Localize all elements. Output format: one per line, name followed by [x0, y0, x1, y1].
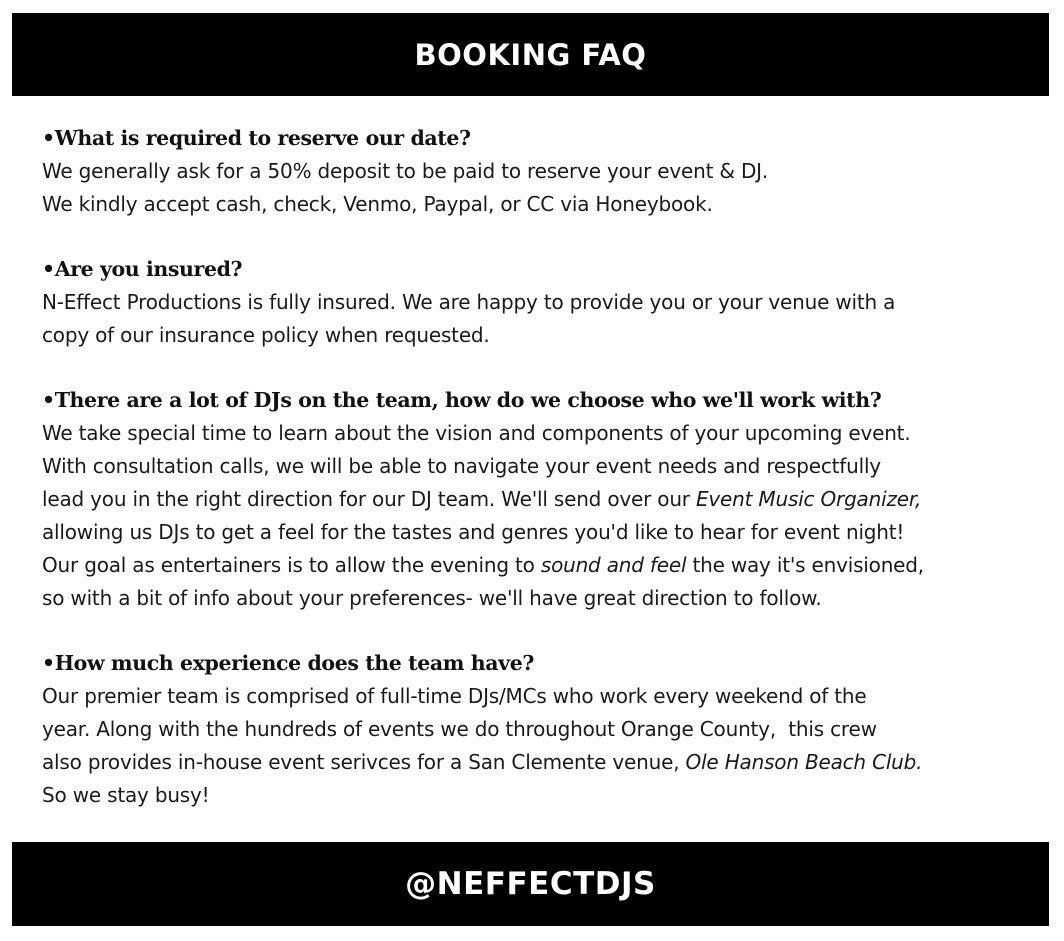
page-title: BOOKING FAQ	[414, 37, 647, 72]
social-handle: @NEFFECTDJS	[405, 866, 656, 902]
answer-line	[42, 779, 1032, 812]
faq-item-experience	[42, 647, 1032, 812]
answer-text: Our premier team is comprised of full-time DJs/MCs who work every weekend of the	[42, 684, 867, 708]
faq-answer	[42, 286, 1032, 352]
answer-line	[42, 450, 1032, 483]
answer-text: With consultation calls, we will be able to navigate your event needs and respectfully	[42, 454, 881, 478]
venue-name-emphasis: Ole Hanson Beach Club.	[685, 750, 923, 774]
answer-line	[42, 155, 1032, 188]
faq-item-insured	[42, 253, 1032, 352]
answer-line	[42, 286, 1032, 319]
answer-line	[42, 713, 1032, 746]
answer-text: so with a bit of info about your preferences- we'll have great direction to follow.	[42, 586, 822, 610]
answer-text: Our goal as entertainers is to allow the evening to	[42, 553, 541, 577]
header-banner	[12, 13, 1049, 96]
event-music-organizer-emphasis: Event Music Organizer,	[695, 487, 922, 511]
answer-text: We take special time to learn about the vision and components of your upcoming event.	[42, 421, 911, 445]
answer-text: So we stay busy!	[42, 783, 210, 807]
answer-line	[42, 549, 1032, 582]
faq-list	[42, 122, 1032, 844]
faq-question: •What is required to reserve our date?	[42, 126, 471, 150]
footer-banner	[12, 842, 1049, 926]
faq-answer	[42, 680, 1032, 812]
faq-question: •How much experience does the team have?	[42, 651, 534, 675]
faq-answer	[42, 417, 1032, 615]
answer-text: the way it's envisioned,	[686, 553, 924, 577]
answer-line	[42, 417, 1032, 450]
answer-text: also provides in-house event serivces for a San Clemente venue,	[42, 750, 686, 774]
answer-text: copy of our insurance policy when requested.	[42, 323, 490, 347]
faq-answer	[42, 155, 1032, 221]
answer-line	[42, 582, 1032, 615]
answer-line	[42, 319, 1032, 352]
sound-and-feel-emphasis: sound and feel	[540, 553, 687, 577]
answer-text: lead you in the right direction for our DJ team. We'll send over our	[42, 487, 696, 511]
answer-text: allowing us DJs to get a feel for the tastes and genres you'd like to hear for event night!	[42, 520, 905, 544]
answer-text: N-Effect Productions is fully insured. We are happy to provide you or your venue with a	[42, 290, 896, 314]
faq-question: •Are you insured?	[42, 257, 243, 281]
answer-line	[42, 746, 1032, 779]
answer-line	[42, 188, 1032, 221]
answer-line	[42, 516, 1032, 549]
faq-item-choose-dj	[42, 384, 1032, 615]
answer-text: We kindly accept cash, check, Venmo, Paypal, or CC via Honeybook.	[42, 192, 713, 216]
answer-text: We generally ask for a 50% deposit to be paid to reserve your event & DJ.	[42, 159, 769, 183]
faq-item-reserve-date	[42, 122, 1032, 221]
faq-question: •There are a lot of DJs on the team, how do we choose who we'll work with?	[42, 388, 882, 412]
answer-text: year. Along with the hundreds of events we do throughout Orange County, this crew	[42, 717, 877, 741]
answer-line	[42, 483, 1032, 516]
answer-line	[42, 680, 1032, 713]
